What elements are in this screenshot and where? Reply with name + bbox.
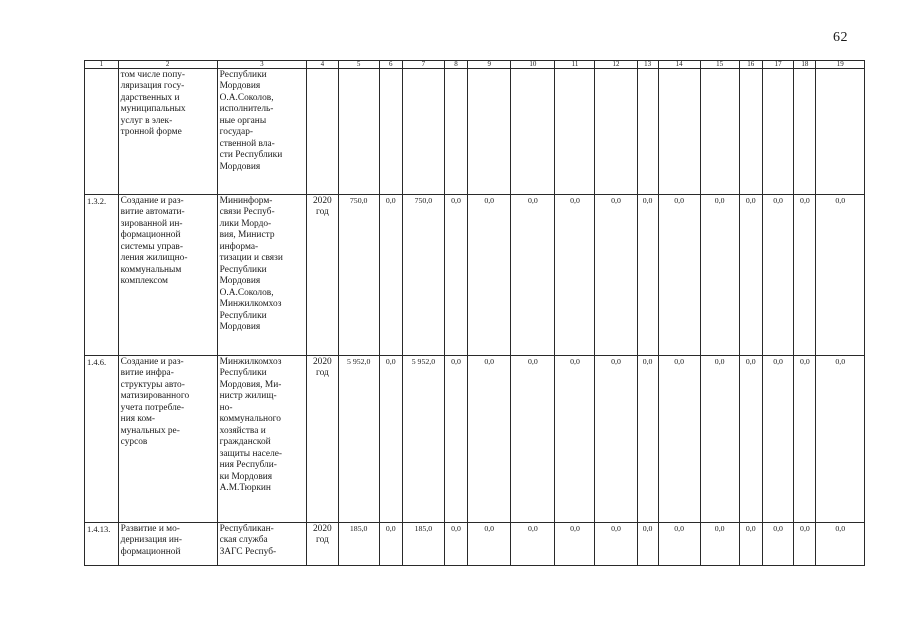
value-cell: 0,0 [379,195,402,356]
column-number-row [85,61,865,69]
value-cell: 0,0 [739,523,762,566]
value-cell [794,69,816,195]
column-number-header: 4 [307,61,339,69]
value-cell: 0,0 [444,523,467,566]
value-cell: 0,0 [762,356,794,523]
value-cell [338,69,379,195]
table-row [85,523,865,566]
value-cell: 0,0 [762,195,794,356]
value-cell: 0,0 [379,356,402,523]
value-cell: 0,0 [555,523,595,566]
value-cell: 0,0 [637,195,658,356]
value-cell: 0,0 [379,523,402,566]
value-cell: 0,0 [700,523,739,566]
year [307,69,339,195]
value-cell: 5 952,0 [338,356,379,523]
row-number: 1.4.13. [85,523,119,566]
value-cell: 0,0 [658,356,700,523]
measure-name: Развитие и мо- дернизация ин- формационной [118,523,217,566]
value-cell: 750,0 [338,195,379,356]
column-number-header: 8 [444,61,467,69]
value-cell: 0,0 [700,356,739,523]
executor: Минжилкомхоз Республики Мордовия, Ми- нистр жилищ- но- коммунального хозяйства и гражданской защиты населе- ния Республи- ки Мордовия А.М.Тюркин [217,356,306,523]
measure-name: Создание и раз- витие автомати- зированной ин- формационной системы управ- ления жилищно- коммунальным комплексом [118,195,217,356]
table-row [85,69,865,195]
value-cell [555,69,595,195]
value-cell: 0,0 [444,356,467,523]
column-number-header: 15 [700,61,739,69]
value-cell: 0,0 [595,356,637,523]
value-cell: 0,0 [700,195,739,356]
executor: Республикан- ская служба ЗАГС Респуб- [217,523,306,566]
value-cell: 0,0 [816,195,865,356]
table-row [85,195,865,356]
value-cell: 185,0 [338,523,379,566]
value-cell: 0,0 [511,523,555,566]
value-cell [402,69,444,195]
column-number-header: 13 [637,61,658,69]
value-cell [739,69,762,195]
page-number: 62 [833,30,848,45]
value-cell: 0,0 [595,523,637,566]
value-cell: 0,0 [555,356,595,523]
value-cell [816,69,865,195]
value-cell: 750,0 [402,195,444,356]
value-cell [637,69,658,195]
value-cell: 0,0 [468,195,511,356]
value-cell: 0,0 [658,523,700,566]
value-cell: 0,0 [444,195,467,356]
value-cell: 0,0 [511,195,555,356]
value-cell: 0,0 [739,356,762,523]
value-cell: 0,0 [468,523,511,566]
value-cell: 0,0 [794,523,816,566]
column-number-header: 11 [555,61,595,69]
column-number-header: 16 [739,61,762,69]
column-number-header: 1 [85,61,119,69]
executor: Мининформ- связи Респуб- лики Мордо- вия, Министр информа- тизации и связи Республики Мордовия О.А.Соколов, Минжилкомхоз Республики Мордовия [217,195,306,356]
value-cell: 0,0 [739,195,762,356]
column-number-header: 6 [379,61,402,69]
value-cell: 0,0 [816,356,865,523]
value-cell [379,69,402,195]
budget-table [84,60,865,566]
row-number: 1.4.6. [85,356,119,523]
measure-name: том числе попу- ляризация госу- дарственных и муниципальных услуг в элек- тронной форме [118,69,217,195]
value-cell: 0,0 [637,523,658,566]
column-number-header: 7 [402,61,444,69]
year: 2020 год [307,523,339,566]
measure-name: Создание и раз- витие инфра- структуры авто- матизированного учета потребле- ния ком- мунальных ре- сурсов [118,356,217,523]
row-number: 1.3.2. [85,195,119,356]
value-cell: 0,0 [468,356,511,523]
column-number-header: 2 [118,61,217,69]
column-number-header: 18 [794,61,816,69]
table-row [85,356,865,523]
executor: Республики Мордовия О.А.Соколов, исполнитель- ные органы государ- ственной вла- сти Республики Мордовия [217,69,306,195]
column-number-header: 10 [511,61,555,69]
value-cell: 5 952,0 [402,356,444,523]
value-cell [595,69,637,195]
value-cell: 0,0 [762,523,794,566]
value-cell [444,69,467,195]
column-number-header: 5 [338,61,379,69]
value-cell: 0,0 [511,356,555,523]
column-number-header: 14 [658,61,700,69]
value-cell: 0,0 [658,195,700,356]
value-cell [468,69,511,195]
value-cell: 0,0 [794,356,816,523]
column-number-header: 17 [762,61,794,69]
column-number-header: 3 [217,61,306,69]
row-number [85,69,119,195]
value-cell: 0,0 [637,356,658,523]
value-cell: 0,0 [555,195,595,356]
value-cell [658,69,700,195]
column-number-header: 19 [816,61,865,69]
value-cell [700,69,739,195]
value-cell: 185,0 [402,523,444,566]
column-number-header: 12 [595,61,637,69]
column-number-header: 9 [468,61,511,69]
year: 2020 год [307,195,339,356]
year: 2020 год [307,356,339,523]
value-cell: 0,0 [816,523,865,566]
value-cell [762,69,794,195]
value-cell: 0,0 [595,195,637,356]
value-cell: 0,0 [794,195,816,356]
value-cell [511,69,555,195]
